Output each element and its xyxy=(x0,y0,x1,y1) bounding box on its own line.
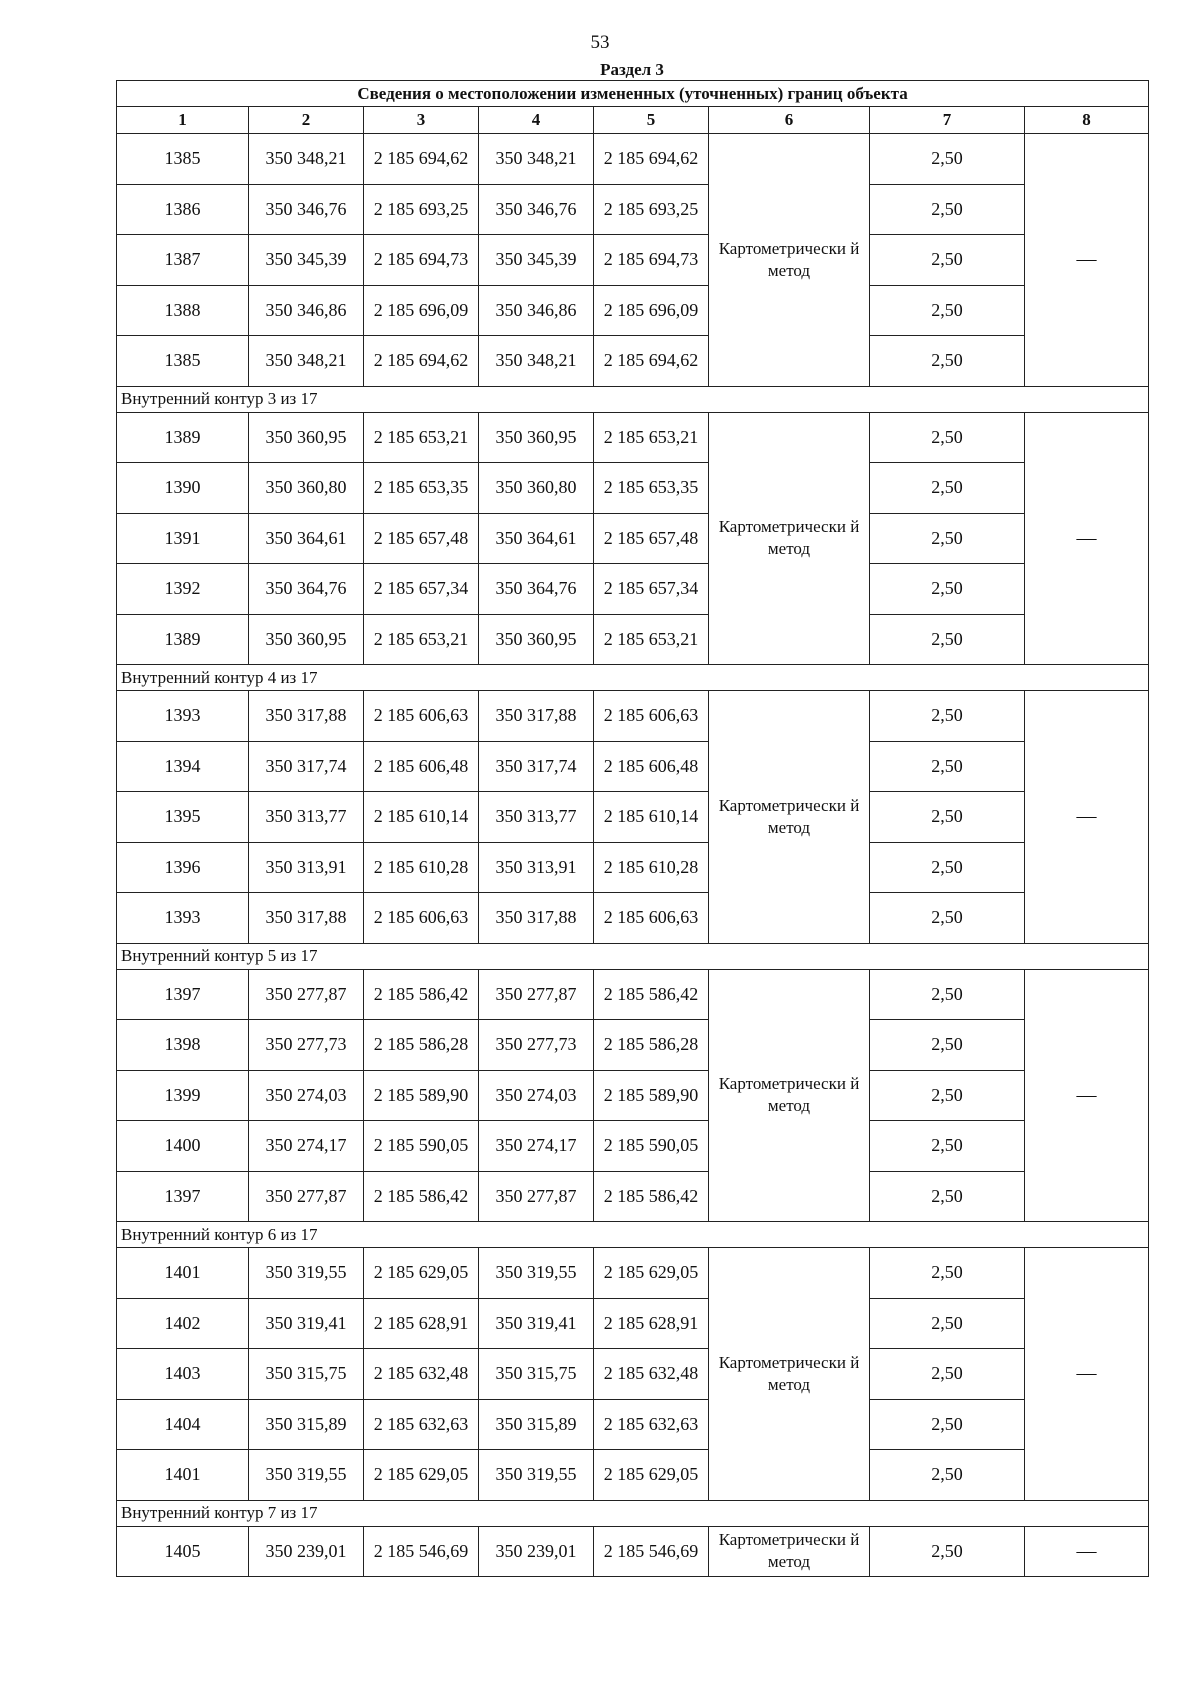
y-new-cell: 2 185 546,69 xyxy=(594,1526,709,1577)
x-old-cell: 350 317,88 xyxy=(249,691,364,742)
accuracy-cell: 2,50 xyxy=(870,1171,1025,1222)
x-new-cell: 350 360,95 xyxy=(479,614,594,665)
point-number-cell: 1398 xyxy=(117,1020,249,1071)
section-title: Раздел 3 xyxy=(600,60,664,79)
table-row xyxy=(117,1171,1149,1222)
x-new-cell: 350 348,21 xyxy=(479,336,594,387)
x-new-cell: 350 277,87 xyxy=(479,969,594,1020)
point-number-cell: 1395 xyxy=(117,792,249,843)
accuracy-cell: 2,50 xyxy=(870,1399,1025,1450)
x-new-cell: 350 364,61 xyxy=(479,513,594,564)
column-header-8: 8 xyxy=(1025,107,1149,134)
point-number-cell: 1387 xyxy=(117,235,249,286)
x-old-cell: 350 345,39 xyxy=(249,235,364,286)
accuracy-cell: 2,50 xyxy=(870,842,1025,893)
accuracy-cell: 2,50 xyxy=(870,134,1025,185)
table-row xyxy=(117,513,1149,564)
point-number-cell: 1389 xyxy=(117,412,249,463)
point-number-cell: 1403 xyxy=(117,1349,249,1400)
page-number: 53 xyxy=(590,32,610,53)
y-old-cell: 2 185 628,91 xyxy=(364,1298,479,1349)
y-new-cell: 2 185 629,05 xyxy=(594,1248,709,1299)
x-old-cell: 350 277,87 xyxy=(249,969,364,1020)
x-new-cell: 350 360,95 xyxy=(479,412,594,463)
x-old-cell: 350 346,76 xyxy=(249,184,364,235)
y-new-cell: 2 185 586,28 xyxy=(594,1020,709,1071)
x-new-cell: 350 345,39 xyxy=(479,235,594,286)
contour-label-row xyxy=(117,386,1149,412)
table-row xyxy=(117,1121,1149,1172)
x-new-cell: 350 319,41 xyxy=(479,1298,594,1349)
table-row xyxy=(117,741,1149,792)
y-old-cell: 2 185 653,21 xyxy=(364,614,479,665)
note-cell: — xyxy=(1025,1248,1149,1501)
y-old-cell: 2 185 694,73 xyxy=(364,235,479,286)
x-old-cell: 350 348,21 xyxy=(249,336,364,387)
table-row xyxy=(117,285,1149,336)
table-row xyxy=(117,134,1149,185)
x-old-cell: 350 360,95 xyxy=(249,412,364,463)
column-header-3: 3 xyxy=(364,107,479,134)
x-old-cell: 350 277,87 xyxy=(249,1171,364,1222)
x-new-cell: 350 319,55 xyxy=(479,1248,594,1299)
method-cell: Картометрически й метод xyxy=(709,691,870,944)
y-old-cell: 2 185 629,05 xyxy=(364,1450,479,1501)
x-old-cell: 350 315,75 xyxy=(249,1349,364,1400)
point-number-cell: 1393 xyxy=(117,691,249,742)
point-number-cell: 1397 xyxy=(117,969,249,1020)
y-old-cell: 2 185 657,34 xyxy=(364,564,479,615)
x-new-cell: 350 315,89 xyxy=(479,1399,594,1450)
point-number-cell: 1391 xyxy=(117,513,249,564)
y-old-cell: 2 185 586,42 xyxy=(364,1171,479,1222)
x-new-cell: 350 277,73 xyxy=(479,1020,594,1071)
point-number-cell: 1404 xyxy=(117,1399,249,1450)
x-old-cell: 350 346,86 xyxy=(249,285,364,336)
x-old-cell: 350 319,55 xyxy=(249,1248,364,1299)
contour-label-row xyxy=(117,1500,1149,1526)
x-old-cell: 350 360,95 xyxy=(249,614,364,665)
y-new-cell: 2 185 694,62 xyxy=(594,336,709,387)
y-new-cell: 2 185 632,63 xyxy=(594,1399,709,1450)
column-header-4: 4 xyxy=(479,107,594,134)
point-number-cell: 1405 xyxy=(117,1526,249,1577)
accuracy-cell: 2,50 xyxy=(870,1450,1025,1501)
y-new-cell: 2 185 653,35 xyxy=(594,463,709,514)
x-old-cell: 350 317,74 xyxy=(249,741,364,792)
table-row xyxy=(117,614,1149,665)
accuracy-cell: 2,50 xyxy=(870,741,1025,792)
column-header-5: 5 xyxy=(594,107,709,134)
accuracy-cell: 2,50 xyxy=(870,463,1025,514)
point-number-cell: 1394 xyxy=(117,741,249,792)
y-new-cell: 2 185 606,63 xyxy=(594,691,709,742)
point-number-cell: 1385 xyxy=(117,134,249,185)
contour-label: Внутренний контур 5 из 17 xyxy=(117,943,1149,969)
method-cell: Картометрически й метод xyxy=(709,1248,870,1501)
x-new-cell: 350 348,21 xyxy=(479,134,594,185)
accuracy-cell: 2,50 xyxy=(870,285,1025,336)
x-new-cell: 350 317,88 xyxy=(479,691,594,742)
contour-label: Внутренний контур 4 из 17 xyxy=(117,665,1149,691)
boundary-table xyxy=(116,80,1149,1577)
y-new-cell: 2 185 610,28 xyxy=(594,842,709,893)
point-number-cell: 1389 xyxy=(117,614,249,665)
contour-label-row xyxy=(117,1222,1149,1248)
x-new-cell: 350 277,87 xyxy=(479,1171,594,1222)
note-cell: — xyxy=(1025,969,1149,1222)
accuracy-cell: 2,50 xyxy=(870,564,1025,615)
y-new-cell: 2 185 606,63 xyxy=(594,893,709,944)
point-number-cell: 1401 xyxy=(117,1248,249,1299)
x-old-cell: 350 348,21 xyxy=(249,134,364,185)
column-header-2: 2 xyxy=(249,107,364,134)
y-new-cell: 2 185 693,25 xyxy=(594,184,709,235)
x-new-cell: 350 239,01 xyxy=(479,1526,594,1577)
accuracy-cell: 2,50 xyxy=(870,1526,1025,1577)
accuracy-cell: 2,50 xyxy=(870,1020,1025,1071)
y-new-cell: 2 185 653,21 xyxy=(594,412,709,463)
x-old-cell: 350 313,77 xyxy=(249,792,364,843)
table-row xyxy=(117,893,1149,944)
table-row xyxy=(117,1349,1149,1400)
table-row xyxy=(117,1399,1149,1450)
note-cell: — xyxy=(1025,134,1149,387)
accuracy-cell: 2,50 xyxy=(870,1248,1025,1299)
x-new-cell: 350 317,88 xyxy=(479,893,594,944)
accuracy-cell: 2,50 xyxy=(870,691,1025,742)
y-new-cell: 2 185 694,73 xyxy=(594,235,709,286)
point-number-cell: 1385 xyxy=(117,336,249,387)
y-old-cell: 2 185 606,63 xyxy=(364,893,479,944)
table-row xyxy=(117,1020,1149,1071)
y-old-cell: 2 185 586,28 xyxy=(364,1020,479,1071)
accuracy-cell: 2,50 xyxy=(870,1121,1025,1172)
point-number-cell: 1386 xyxy=(117,184,249,235)
y-new-cell: 2 185 653,21 xyxy=(594,614,709,665)
y-new-cell: 2 185 586,42 xyxy=(594,1171,709,1222)
x-old-cell: 350 319,41 xyxy=(249,1298,364,1349)
table-row xyxy=(117,564,1149,615)
accuracy-cell: 2,50 xyxy=(870,1349,1025,1400)
accuracy-cell: 2,50 xyxy=(870,412,1025,463)
y-old-cell: 2 185 657,48 xyxy=(364,513,479,564)
y-new-cell: 2 185 657,48 xyxy=(594,513,709,564)
column-header-1: 1 xyxy=(117,107,249,134)
y-new-cell: 2 185 610,14 xyxy=(594,792,709,843)
accuracy-cell: 2,50 xyxy=(870,969,1025,1020)
contour-label: Внутренний контур 7 из 17 xyxy=(117,1500,1149,1526)
x-old-cell: 350 364,76 xyxy=(249,564,364,615)
y-new-cell: 2 185 632,48 xyxy=(594,1349,709,1400)
accuracy-cell: 2,50 xyxy=(870,614,1025,665)
table-row xyxy=(117,336,1149,387)
y-old-cell: 2 185 606,48 xyxy=(364,741,479,792)
x-new-cell: 350 346,86 xyxy=(479,285,594,336)
point-number-cell: 1390 xyxy=(117,463,249,514)
x-new-cell: 350 360,80 xyxy=(479,463,594,514)
accuracy-cell: 2,50 xyxy=(870,184,1025,235)
y-old-cell: 2 185 632,63 xyxy=(364,1399,479,1450)
x-old-cell: 350 239,01 xyxy=(249,1526,364,1577)
x-old-cell: 350 360,80 xyxy=(249,463,364,514)
y-new-cell: 2 185 628,91 xyxy=(594,1298,709,1349)
x-new-cell: 350 274,17 xyxy=(479,1121,594,1172)
table-row xyxy=(117,235,1149,286)
x-old-cell: 350 319,55 xyxy=(249,1450,364,1501)
point-number-cell: 1400 xyxy=(117,1121,249,1172)
note-cell: — xyxy=(1025,691,1149,944)
column-numbers-row xyxy=(117,107,1149,134)
y-old-cell: 2 185 610,14 xyxy=(364,792,479,843)
x-old-cell: 350 274,03 xyxy=(249,1070,364,1121)
table-row xyxy=(117,1526,1149,1577)
y-new-cell: 2 185 657,34 xyxy=(594,564,709,615)
contour-label-row xyxy=(117,943,1149,969)
x-old-cell: 350 277,73 xyxy=(249,1020,364,1071)
table-container xyxy=(116,60,1148,1577)
x-old-cell: 350 274,17 xyxy=(249,1121,364,1172)
note-cell: — xyxy=(1025,412,1149,665)
table-row xyxy=(117,1298,1149,1349)
y-old-cell: 2 185 589,90 xyxy=(364,1070,479,1121)
note-cell: — xyxy=(1025,1526,1149,1577)
contour-label-row xyxy=(117,665,1149,691)
table-row xyxy=(117,184,1149,235)
table-caption: Сведения о местоположении измененных (уточненных) границ объекта xyxy=(117,81,1149,107)
method-cell: Картометрически й метод xyxy=(709,969,870,1222)
accuracy-cell: 2,50 xyxy=(870,893,1025,944)
table-row xyxy=(117,1248,1149,1299)
y-new-cell: 2 185 590,05 xyxy=(594,1121,709,1172)
x-old-cell: 350 364,61 xyxy=(249,513,364,564)
accuracy-cell: 2,50 xyxy=(870,513,1025,564)
table-row xyxy=(117,842,1149,893)
y-old-cell: 2 185 696,09 xyxy=(364,285,479,336)
x-new-cell: 350 364,76 xyxy=(479,564,594,615)
point-number-cell: 1393 xyxy=(117,893,249,944)
contour-label: Внутренний контур 3 из 17 xyxy=(117,386,1149,412)
contour-label: Внутренний контур 6 из 17 xyxy=(117,1222,1149,1248)
point-number-cell: 1396 xyxy=(117,842,249,893)
accuracy-cell: 2,50 xyxy=(870,792,1025,843)
x-new-cell: 350 313,77 xyxy=(479,792,594,843)
table-row xyxy=(117,1070,1149,1121)
accuracy-cell: 2,50 xyxy=(870,1298,1025,1349)
accuracy-cell: 2,50 xyxy=(870,1070,1025,1121)
x-new-cell: 350 274,03 xyxy=(479,1070,594,1121)
y-old-cell: 2 185 590,05 xyxy=(364,1121,479,1172)
y-old-cell: 2 185 653,35 xyxy=(364,463,479,514)
x-new-cell: 350 346,76 xyxy=(479,184,594,235)
point-number-cell: 1397 xyxy=(117,1171,249,1222)
y-old-cell: 2 185 694,62 xyxy=(364,336,479,387)
accuracy-cell: 2,50 xyxy=(870,336,1025,387)
table-row xyxy=(117,691,1149,742)
y-new-cell: 2 185 586,42 xyxy=(594,969,709,1020)
y-old-cell: 2 185 694,62 xyxy=(364,134,479,185)
point-number-cell: 1392 xyxy=(117,564,249,615)
point-number-cell: 1402 xyxy=(117,1298,249,1349)
y-old-cell: 2 185 693,25 xyxy=(364,184,479,235)
table-row xyxy=(117,792,1149,843)
method-cell: Картометрически й метод xyxy=(709,1526,870,1577)
y-new-cell: 2 185 694,62 xyxy=(594,134,709,185)
y-new-cell: 2 185 589,90 xyxy=(594,1070,709,1121)
y-old-cell: 2 185 653,21 xyxy=(364,412,479,463)
table-body xyxy=(117,134,1149,1577)
x-new-cell: 350 315,75 xyxy=(479,1349,594,1400)
column-header-6: 6 xyxy=(709,107,870,134)
x-old-cell: 350 315,89 xyxy=(249,1399,364,1450)
column-header-7: 7 xyxy=(870,107,1025,134)
accuracy-cell: 2,50 xyxy=(870,235,1025,286)
x-new-cell: 350 317,74 xyxy=(479,741,594,792)
table-row xyxy=(117,463,1149,514)
point-number-cell: 1388 xyxy=(117,285,249,336)
y-old-cell: 2 185 632,48 xyxy=(364,1349,479,1400)
y-new-cell: 2 185 629,05 xyxy=(594,1450,709,1501)
point-number-cell: 1399 xyxy=(117,1070,249,1121)
point-number-cell: 1401 xyxy=(117,1450,249,1501)
method-cell: Картометрически й метод xyxy=(709,134,870,387)
x-new-cell: 350 319,55 xyxy=(479,1450,594,1501)
y-old-cell: 2 185 629,05 xyxy=(364,1248,479,1299)
x-old-cell: 350 317,88 xyxy=(249,893,364,944)
y-old-cell: 2 185 610,28 xyxy=(364,842,479,893)
x-new-cell: 350 313,91 xyxy=(479,842,594,893)
x-old-cell: 350 313,91 xyxy=(249,842,364,893)
y-new-cell: 2 185 606,48 xyxy=(594,741,709,792)
table-row xyxy=(117,412,1149,463)
y-old-cell: 2 185 546,69 xyxy=(364,1526,479,1577)
y-old-cell: 2 185 586,42 xyxy=(364,969,479,1020)
table-row xyxy=(117,1450,1149,1501)
y-new-cell: 2 185 696,09 xyxy=(594,285,709,336)
table-row xyxy=(117,969,1149,1020)
method-cell: Картометрически й метод xyxy=(709,412,870,665)
y-old-cell: 2 185 606,63 xyxy=(364,691,479,742)
